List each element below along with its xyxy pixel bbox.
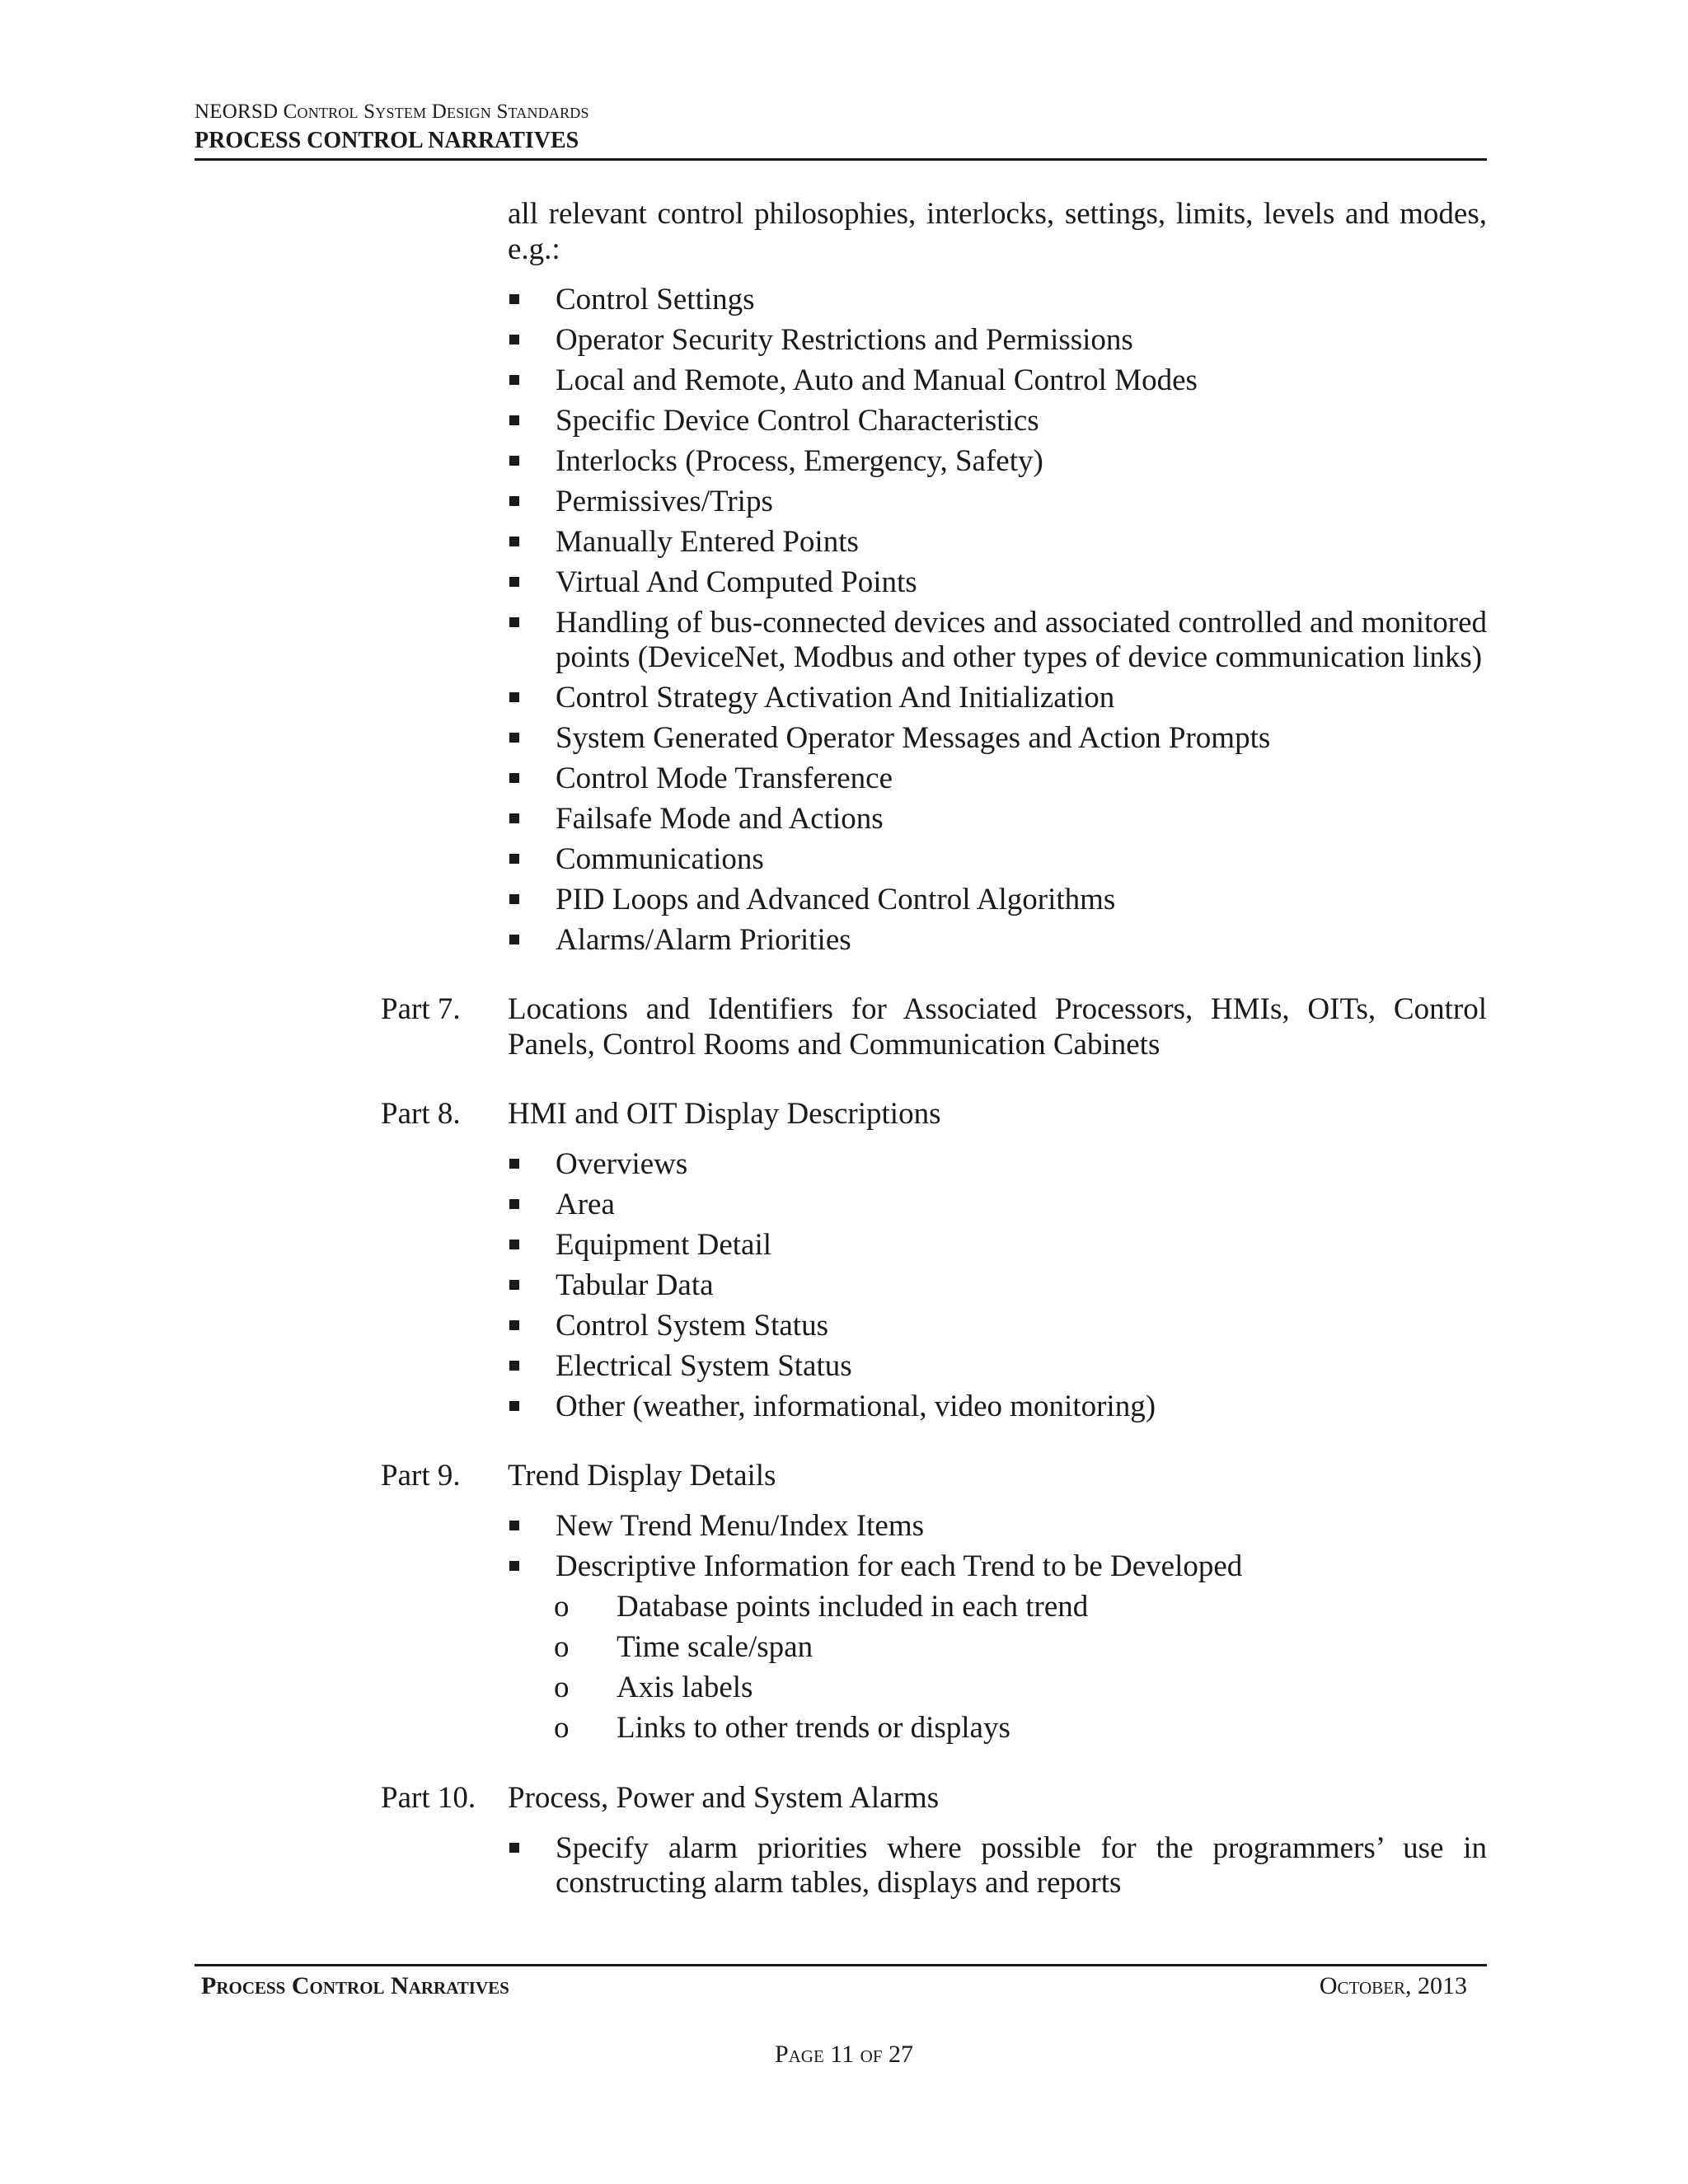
part-label: Part 8. [381, 1097, 461, 1131]
header-section-title: PROCESS CONTROL NARRATIVES [195, 128, 579, 153]
footer-date: October, 2013 [1319, 1972, 1467, 1999]
part-title: Process, Power and System Alarms [508, 1781, 940, 1815]
part-label: Part 9. [381, 1459, 461, 1493]
bullet-circle-icon: o [554, 1630, 570, 1664]
part-label: Part 7. [381, 992, 461, 1026]
part-label: Part 10. [381, 1781, 476, 1815]
part-title: Locations and Identifiers for Associated Processors, HMIs, OITs, Control Panels, Control Rooms and Communication Cabinets [508, 992, 1487, 1062]
footer-section-title: Process Control Narratives [201, 1972, 509, 1999]
bullet-circle-icon: o [554, 1590, 570, 1624]
page-header [195, 99, 1487, 161]
bullet-circle-icon: o [554, 1711, 570, 1745]
part-title: HMI and OIT Display Descriptions [508, 1097, 941, 1131]
part-title: Trend Display Details [508, 1459, 776, 1493]
intro-paragraph: all relevant control philosophies, interlocks, settings, limits, levels and modes, e.g.: [508, 197, 1487, 266]
page-number: Page 11 of 27 [774, 2041, 914, 2068]
header-rule [195, 158, 1487, 161]
header-document-title: NEORSD Control System Design Standards [195, 101, 589, 123]
bullet-circle-icon: o [554, 1671, 570, 1704]
footer-rule [195, 1964, 1487, 1966]
